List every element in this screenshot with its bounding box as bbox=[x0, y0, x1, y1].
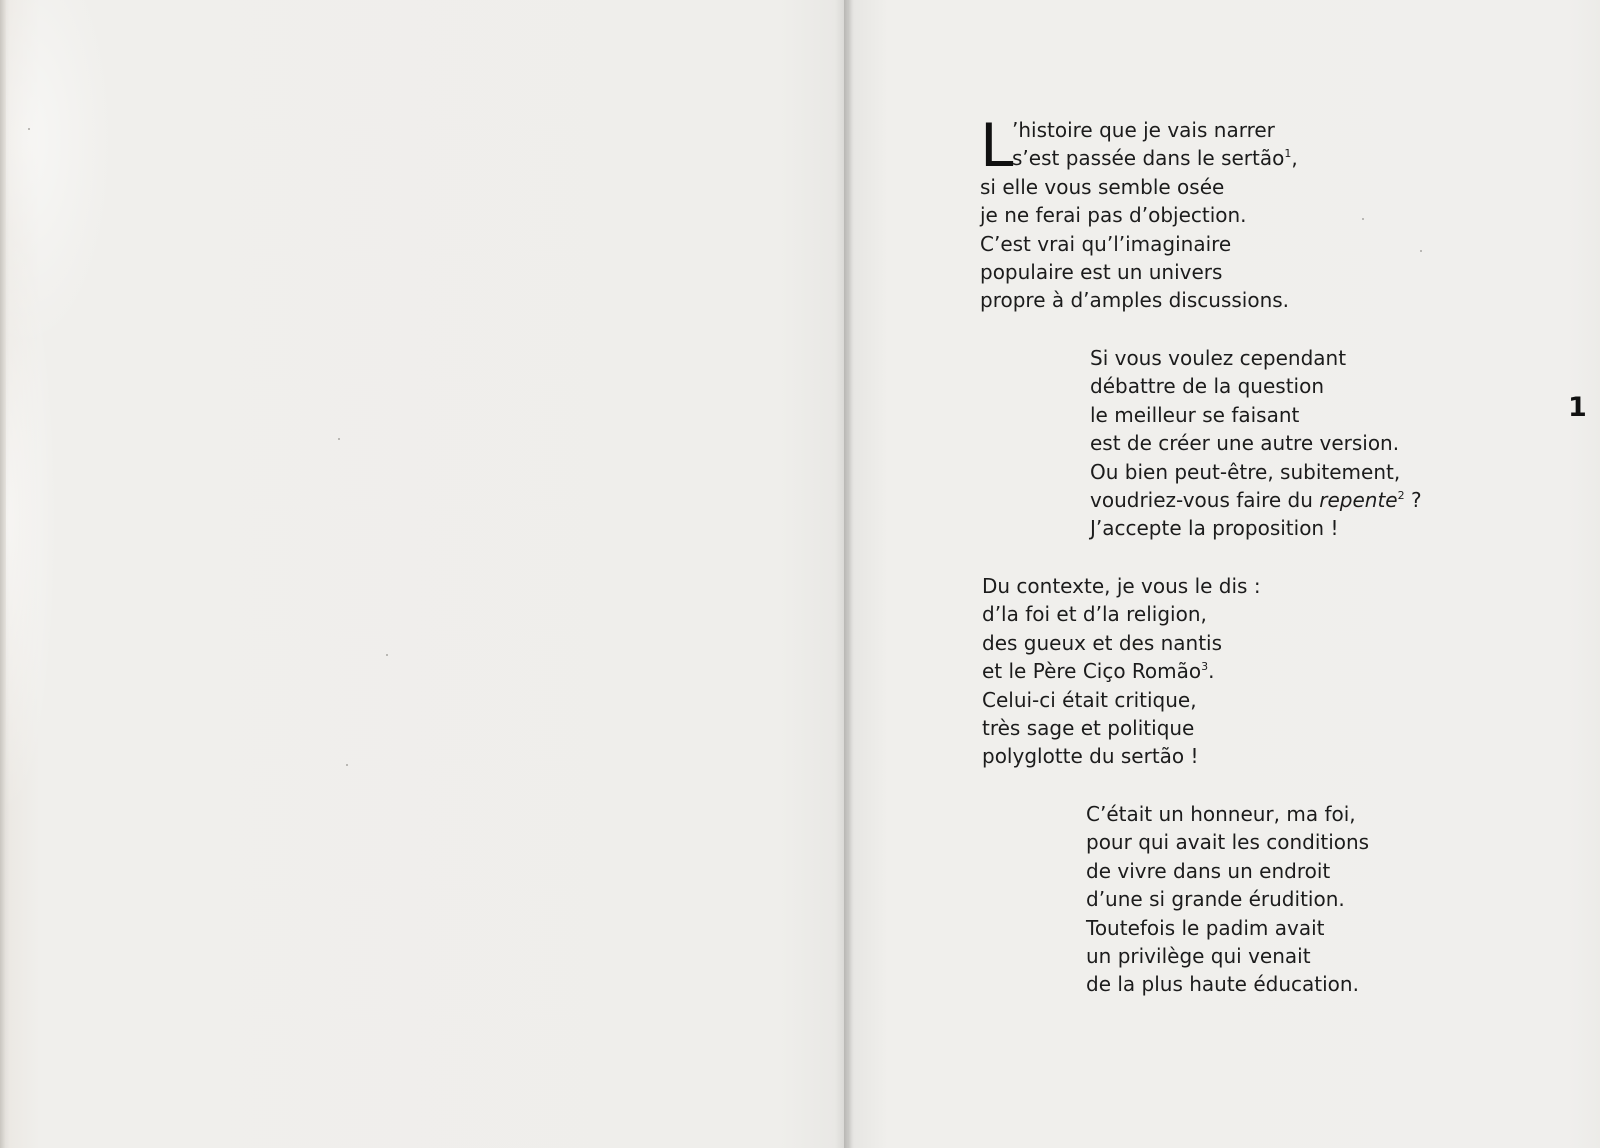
poem-line-text: voudriez-vous faire du bbox=[1090, 487, 1320, 512]
paper-speck bbox=[346, 764, 348, 766]
poem-line: un privilège qui venait bbox=[1086, 943, 1311, 968]
poem-line: C’est vrai qu’l’imaginaire bbox=[980, 231, 1232, 256]
footnote-marker: 2 bbox=[1397, 488, 1405, 502]
poem-line-text: ’histoire que je vais narrer bbox=[1012, 118, 1275, 142]
drop-cap-letter: L bbox=[980, 111, 1014, 181]
poem-line: de vivre dans un endroit bbox=[1086, 858, 1331, 883]
paper-speck bbox=[386, 654, 388, 656]
footnote-marker: 3 bbox=[1201, 660, 1209, 674]
book-spine-shadow bbox=[844, 0, 852, 1148]
stanza-1 bbox=[980, 111, 1298, 315]
footnote-marker: 1 bbox=[1284, 147, 1292, 161]
poem-line: si elle vous semble osée bbox=[980, 174, 1225, 199]
poem-line: d’une si grande érudition. bbox=[1086, 887, 1345, 912]
paper-speck bbox=[28, 128, 30, 130]
poem-line: très sage et politique bbox=[982, 715, 1195, 740]
poem-line: de la plus haute éducation. bbox=[1086, 972, 1359, 997]
poem-line: pour qui avait les conditions bbox=[1086, 830, 1370, 855]
page-edge bbox=[0, 0, 6, 1148]
paper-speck bbox=[338, 438, 340, 440]
poem-line: J’accepte la proposition ! bbox=[1090, 516, 1339, 541]
poem-line: polyglotte du sertão ! bbox=[982, 744, 1199, 769]
paper-speck bbox=[1362, 218, 1364, 220]
poem-line: je ne ferai pas d’objection. bbox=[980, 203, 1247, 228]
stanza-4 bbox=[1086, 800, 1369, 999]
stanza-3 bbox=[982, 572, 1261, 771]
poem-line: Celui-ci était critique, bbox=[982, 687, 1197, 712]
poem-line bbox=[1090, 486, 1422, 514]
poem-line: propre à d’amples discussions. bbox=[980, 288, 1290, 313]
poem-line: débattre de la question bbox=[1090, 374, 1325, 399]
page-number: 1 bbox=[1568, 392, 1587, 423]
poem-line: Ou bien peut-être, subitement, bbox=[1090, 459, 1401, 484]
poem-line bbox=[980, 144, 1298, 172]
paper-speck bbox=[1420, 250, 1422, 252]
poem-line: populaire est un univers bbox=[980, 259, 1223, 284]
poem-line: des gueux et des nantis bbox=[982, 630, 1223, 655]
poem-line: Si vous voulez cependant bbox=[1090, 346, 1347, 370]
poem-line: d’la foi et d’la religion, bbox=[982, 602, 1207, 627]
punctuation: ? bbox=[1404, 487, 1422, 512]
poem-line bbox=[982, 657, 1261, 685]
poem-line: Du contexte, je vous le dis : bbox=[982, 574, 1261, 598]
punctuation: . bbox=[1208, 659, 1215, 684]
punctuation: , bbox=[1291, 146, 1298, 171]
stanza-2 bbox=[1090, 344, 1422, 543]
poem-line-text: s’est passée dans le sertão bbox=[1012, 146, 1285, 171]
poem-line: est de créer une autre version. bbox=[1090, 431, 1400, 456]
poem-line-text: et le Père Ciço Romão bbox=[982, 659, 1202, 684]
poem-line: le meilleur se faisant bbox=[1090, 402, 1300, 427]
poem-line: C’était un honneur, ma foi, bbox=[1086, 802, 1356, 826]
italic-term: repente bbox=[1319, 487, 1398, 512]
poem-line: Toutefois le padim avait bbox=[1086, 915, 1325, 940]
